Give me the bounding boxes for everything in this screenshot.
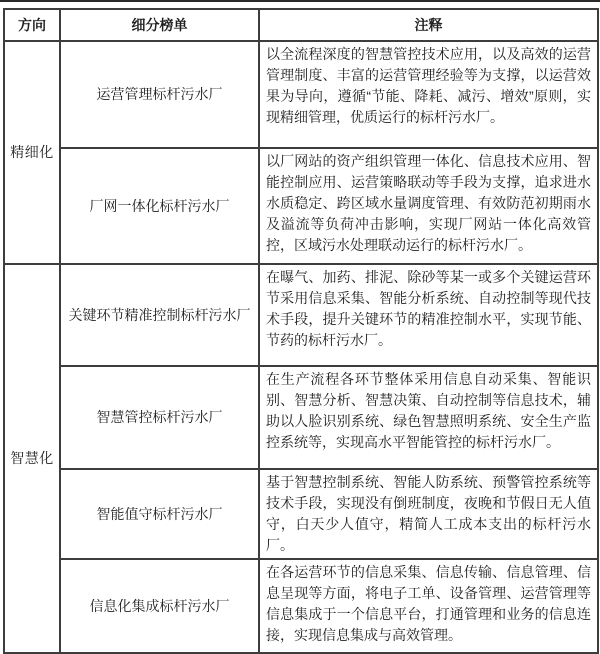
- list-cell-plant-network-integration: 厂网一体化标杆污水厂: [60, 148, 259, 264]
- wastewater-plant-ranking-table: [3, 8, 599, 654]
- table-row: [4, 264, 598, 366]
- note-cell-plant-network-integration: 以厂网站的资产组织管理一体化、信息技术应用、智能控制应用、运营策略联动等手段为支撑，追求进水水质稳定、跨区域水量调度管理、有效防范初期雨水及溢流等负荷冲击影响，实现厂网站一体化高效管控，区域污水处理联动运行的标杆污水厂。: [259, 148, 598, 264]
- note-cell-smart-management-control: 在生产流程各环节整体采用信息自动采集、智能识别、智慧分析、智慧决策、自动控制等信息技术，辅助以人脸识别系统、绿色智慧照明系统、安全生产监控系统等，实现高水平智能管控的标杆污水厂。: [259, 366, 598, 469]
- note-cell-operation-management: 以全流程深度的智慧管控技术应用，以及高效的运营管理制度、丰富的运营管理经验等为支撑，以运营效果为导向，遵循“节能、降耗、减污、增效”原则，实现精细管理，优质运行的标杆污水厂。: [259, 41, 598, 148]
- note-cell-intelligent-duty: 基于智慧控制系统、智能人防系统、预警管控系统等技术手段，实现没有倒班制度，夜晚和节假日无人值守，白天少人值守，精简人工成本支出的标杆污水厂。: [259, 469, 598, 559]
- direction-cell-intelligence: 智慧化: [4, 264, 60, 653]
- list-cell-key-link-precise-control: 关键环节精准控制标杆污水厂: [60, 264, 259, 366]
- table-row: [4, 469, 598, 559]
- list-cell-intelligent-duty: 智能值守标杆污水厂: [60, 469, 259, 559]
- list-cell-smart-management-control: 智慧管控标杆污水厂: [60, 366, 259, 469]
- note-cell-key-link-precise-control: 在曝气、加药、排泥、除砂等某一或多个关键运营环节采用信息采集、智能分析系统、自动控制等现代技术手段，提升关键环节的精准控制水平，实现节能、节药的标杆污水厂。: [259, 264, 598, 366]
- header-note: 注释: [259, 9, 598, 41]
- list-cell-information-integration: 信息化集成标杆污水厂: [60, 559, 259, 653]
- header-direction: 方向: [4, 9, 60, 41]
- top-divider-rule: [0, 0, 600, 2]
- note-cell-information-integration: 在各运营环节的信息采集、信息传输、信息管理、信息呈现等方面，将电子工单、设备管理、运营管理等信息集成于一个信息平台，打通管理和业务的信息连接，实现信息集成与高效管理。: [259, 559, 598, 653]
- table-row: [4, 559, 598, 653]
- header-sublist: 细分榜单: [60, 9, 259, 41]
- table-row: [4, 41, 598, 148]
- table-header-row: [4, 9, 598, 41]
- table-row: [4, 366, 598, 469]
- direction-cell-refinement: 精细化: [4, 41, 60, 264]
- table-row: [4, 148, 598, 264]
- list-cell-operation-management: 运营管理标杆污水厂: [60, 41, 259, 148]
